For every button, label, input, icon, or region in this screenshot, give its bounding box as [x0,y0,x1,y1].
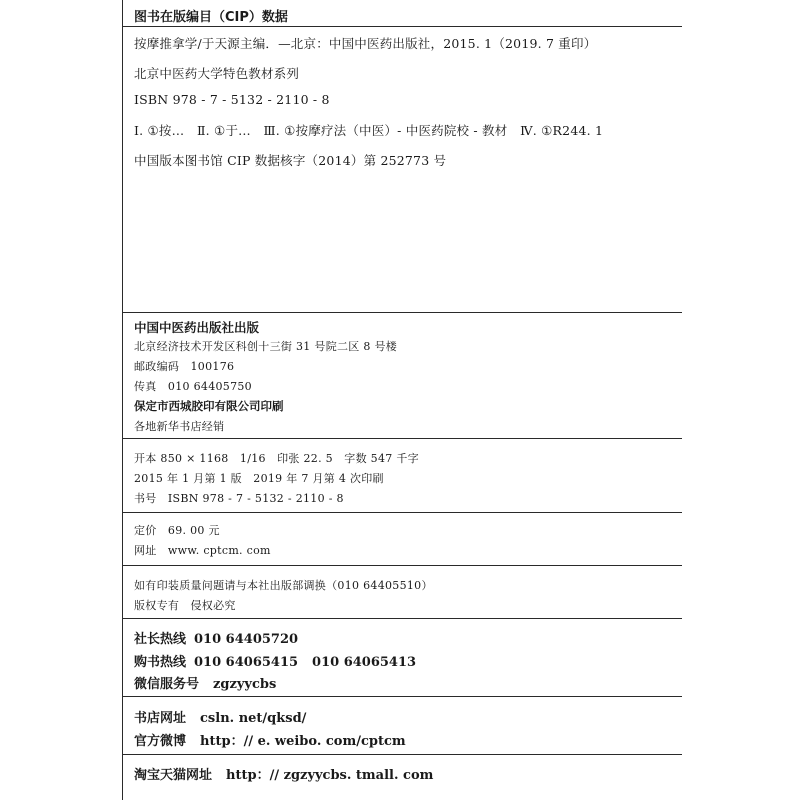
book-number: 书号 ISBN 978 - 7 - 5132 - 2110 - 8 [134,492,344,505]
publisher-fax: 传真 010 64405750 [134,380,252,393]
weibo-label: 官方微博 [134,734,187,749]
tmall-url: http：// zgzyycbs. tmall. com [226,768,434,783]
cip-line-1: 按摩推拿学/于天源主编．—北京：中国中医药出版社，2015. 1（2019. 7 重印） [134,36,597,51]
cip-line-4: Ⅰ. ①按… Ⅱ. ①于… Ⅲ. ①按摩疗法（中医）- 中医药院校 - 教材 Ⅳ. ①R244. 1 [134,123,604,138]
weibo-url: http：// e. weibo. com/cptcm [200,734,406,749]
rule-after-website [122,565,682,566]
rule-after-wechat [122,696,682,697]
publisher-postcode: 邮政编码 100176 [134,360,235,373]
wechat-service-label: 微信服务号 [134,677,200,692]
bookstore-url: csln. net/qksd/ [200,711,307,726]
weibo-line [134,730,406,749]
tmall-line [134,764,433,783]
section-rule [122,312,682,313]
cip-line-5: 中国版本图书馆 CIP 数据核字（2014）第 252773 号 [134,153,447,168]
publisher-website: 网址 www. cptcm. com [134,544,271,557]
publisher-address: 北京经济技术开发区科创十三街 31 号院二区 8 号楼 [134,340,398,353]
publisher-printer: 保定市西城胶印有限公司印刷 [134,399,284,413]
quality-notice: 如有印装质量问题请与本社出版部调换（010 64405510） [134,579,433,592]
president-hotline-number: 010 64405720 [194,632,299,647]
purchase-hotline-number-2: 010 64065413 [312,655,417,670]
rule-after-book-number [122,512,682,513]
cip-line-2: 北京中医药大学特色教材系列 [134,66,300,81]
publisher-distributor: 各地新华书店经销 [134,420,225,433]
left-rule [122,0,123,800]
publisher-name: 中国中医药出版社出版 [134,320,260,335]
purchase-hotline [134,651,416,670]
wechat-service-id: zgzyycbs [213,677,277,692]
purchase-hotline-number-1: 010 64065415 [194,655,299,670]
wechat-service [134,673,276,692]
cip-title: 图书在版编目（CIP）数据 [134,10,288,25]
cip-line-3: ISBN 978 - 7 - 5132 - 2110 - 8 [134,92,330,107]
book-price: 定价 69. 00 元 [134,524,220,537]
president-hotline-label: 社长热线 [134,632,187,647]
book-edition: 2015 年 1 月第 1 版 2019 年 7 月第 4 次印刷 [134,472,384,485]
rule-after-weibo [122,754,682,755]
bookstore-url-label: 书店网址 [134,711,187,726]
cip-title-rule [122,26,682,27]
book-format: 开本 850 × 1168 1/16 印张 22. 5 字数 547 千字 [134,452,419,465]
rule-after-copyright [122,618,682,619]
president-hotline [134,628,298,647]
tmall-label: 淘宝天猫网址 [134,768,213,783]
copyright-notice: 版权专有 侵权必究 [134,599,236,612]
purchase-hotline-label: 购书热线 [134,655,187,670]
rule-after-distributor [122,438,682,439]
bookstore-url-line [134,707,306,726]
